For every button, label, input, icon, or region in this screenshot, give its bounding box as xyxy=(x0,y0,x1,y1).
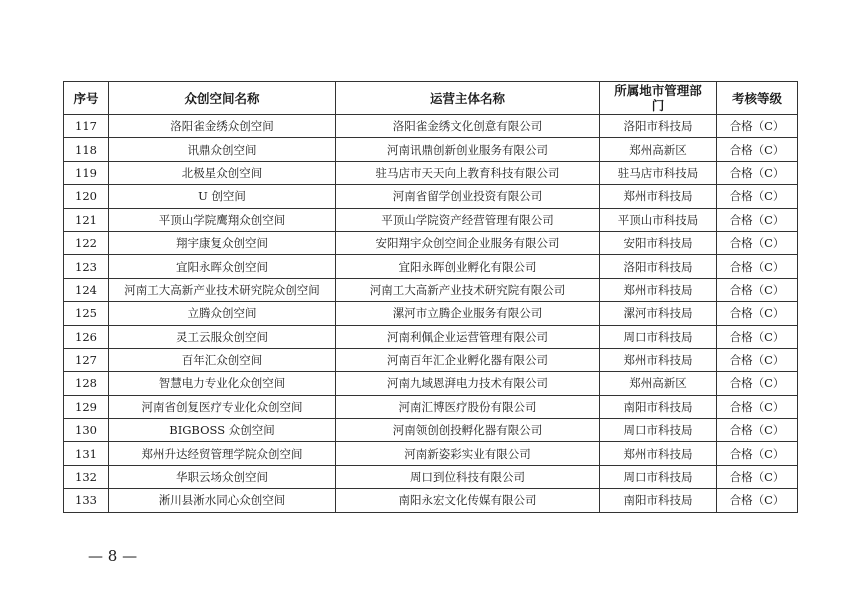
cell-department: 驻马店市科技局 xyxy=(600,161,717,184)
table-row xyxy=(64,395,798,418)
cell-index: 121 xyxy=(64,208,109,231)
cell-operator-name: 河南九域恩湃电力技术有限公司 xyxy=(336,372,600,395)
cell-operator-name: 南阳永宏文化传媒有限公司 xyxy=(336,489,600,512)
table-row xyxy=(64,185,798,208)
cell-grade: 合格（C） xyxy=(717,208,798,231)
cell-index: 126 xyxy=(64,325,109,348)
table-row xyxy=(64,419,798,442)
cell-index: 120 xyxy=(64,185,109,208)
cell-grade: 合格（C） xyxy=(717,278,798,301)
cell-grade: 合格（C） xyxy=(717,255,798,278)
cell-department: 漯河市科技局 xyxy=(600,302,717,325)
cell-department: 周口市科技局 xyxy=(600,465,717,488)
cell-department: 安阳市科技局 xyxy=(600,231,717,254)
cell-space-name: BIGBOSS 众创空间 xyxy=(109,419,336,442)
cell-space-name: U 创空间 xyxy=(109,185,336,208)
cell-index: 129 xyxy=(64,395,109,418)
cell-operator-name: 河南汇博医疗股份有限公司 xyxy=(336,395,600,418)
cell-grade: 合格（C） xyxy=(717,115,798,138)
cell-index: 124 xyxy=(64,278,109,301)
cell-space-name: 华职云场众创空间 xyxy=(109,465,336,488)
maker-space-table xyxy=(63,81,798,513)
cell-department: 郑州市科技局 xyxy=(600,185,717,208)
table-row xyxy=(64,465,798,488)
cell-operator-name: 河南利佩企业运营管理有限公司 xyxy=(336,325,600,348)
table-header-row xyxy=(64,82,798,115)
cell-department: 郑州市科技局 xyxy=(600,348,717,371)
cell-space-name: 百年汇众创空间 xyxy=(109,348,336,371)
cell-grade: 合格（C） xyxy=(717,395,798,418)
cell-operator-name: 漯河市立腾企业服务有限公司 xyxy=(336,302,600,325)
table-row xyxy=(64,161,798,184)
table-row xyxy=(64,489,798,512)
table-row xyxy=(64,255,798,278)
cell-index: 132 xyxy=(64,465,109,488)
cell-operator-name: 周口到位科技有限公司 xyxy=(336,465,600,488)
cell-grade: 合格（C） xyxy=(717,489,798,512)
cell-department: 南阳市科技局 xyxy=(600,489,717,512)
header-grade: 考核等级 xyxy=(717,82,798,115)
cell-operator-name: 河南新姿彩实业有限公司 xyxy=(336,442,600,465)
cell-grade: 合格（C） xyxy=(717,372,798,395)
cell-department: 郑州高新区 xyxy=(600,138,717,161)
cell-space-name: 河南省创复医疗专业化众创空间 xyxy=(109,395,336,418)
table-row xyxy=(64,302,798,325)
cell-index: 119 xyxy=(64,161,109,184)
cell-grade: 合格（C） xyxy=(717,419,798,442)
cell-operator-name: 宜阳永晖创业孵化有限公司 xyxy=(336,255,600,278)
cell-index: 127 xyxy=(64,348,109,371)
cell-space-name: 河南工大高新产业技术研究院众创空间 xyxy=(109,278,336,301)
table-row xyxy=(64,115,798,138)
table-row xyxy=(64,325,798,348)
cell-space-name: 郑州升达经贸管理学院众创空间 xyxy=(109,442,336,465)
cell-department: 洛阳市科技局 xyxy=(600,255,717,278)
cell-index: 122 xyxy=(64,231,109,254)
cell-department: 周口市科技局 xyxy=(600,419,717,442)
cell-grade: 合格（C） xyxy=(717,302,798,325)
cell-operator-name: 河南百年汇企业孵化器有限公司 xyxy=(336,348,600,371)
cell-grade: 合格（C） xyxy=(717,465,798,488)
cell-space-name: 智慧电力专业化众创空间 xyxy=(109,372,336,395)
cell-department: 郑州市科技局 xyxy=(600,442,717,465)
cell-space-name: 宜阳永晖众创空间 xyxy=(109,255,336,278)
cell-index: 133 xyxy=(64,489,109,512)
table-row xyxy=(64,372,798,395)
cell-index: 130 xyxy=(64,419,109,442)
cell-grade: 合格（C） xyxy=(717,161,798,184)
cell-department: 南阳市科技局 xyxy=(600,395,717,418)
cell-space-name: 淅川县淅水同心众创空间 xyxy=(109,489,336,512)
cell-grade: 合格（C） xyxy=(717,325,798,348)
cell-operator-name: 平顶山学院资产经营管理有限公司 xyxy=(336,208,600,231)
header-operator-name: 运营主体名称 xyxy=(336,82,600,115)
table-row xyxy=(64,348,798,371)
header-department: 所属地市管理部门 xyxy=(600,82,717,115)
cell-index: 131 xyxy=(64,442,109,465)
cell-operator-name: 河南讯鼎创新创业服务有限公司 xyxy=(336,138,600,161)
cell-index: 125 xyxy=(64,302,109,325)
cell-department: 郑州市科技局 xyxy=(600,278,717,301)
cell-operator-name: 河南工大高新产业技术研究院有限公司 xyxy=(336,278,600,301)
table-row xyxy=(64,138,798,161)
table-row xyxy=(64,208,798,231)
cell-space-name: 灵工云服众创空间 xyxy=(109,325,336,348)
cell-space-name: 平顶山学院鹰翔众创空间 xyxy=(109,208,336,231)
cell-grade: 合格（C） xyxy=(717,138,798,161)
cell-department: 洛阳市科技局 xyxy=(600,115,717,138)
cell-space-name: 北极星众创空间 xyxy=(109,161,336,184)
cell-operator-name: 洛阳雀金绣文化创意有限公司 xyxy=(336,115,600,138)
cell-department: 郑州高新区 xyxy=(600,372,717,395)
cell-space-name: 洛阳雀金绣众创空间 xyxy=(109,115,336,138)
cell-space-name: 立腾众创空间 xyxy=(109,302,336,325)
table-body xyxy=(64,115,798,513)
table-row xyxy=(64,442,798,465)
cell-grade: 合格（C） xyxy=(717,231,798,254)
cell-department: 周口市科技局 xyxy=(600,325,717,348)
cell-grade: 合格（C） xyxy=(717,442,798,465)
cell-space-name: 翔宇康复众创空间 xyxy=(109,231,336,254)
cell-operator-name: 河南省留学创业投资有限公司 xyxy=(336,185,600,208)
cell-index: 123 xyxy=(64,255,109,278)
table-row xyxy=(64,231,798,254)
cell-operator-name: 河南领创创投孵化器有限公司 xyxy=(336,419,600,442)
header-space-name: 众创空间名称 xyxy=(109,82,336,115)
header-index: 序号 xyxy=(64,82,109,115)
cell-grade: 合格（C） xyxy=(717,185,798,208)
cell-index: 128 xyxy=(64,372,109,395)
cell-grade: 合格（C） xyxy=(717,348,798,371)
cell-index: 117 xyxy=(64,115,109,138)
cell-index: 118 xyxy=(64,138,109,161)
cell-operator-name: 驻马店市天天向上教育科技有限公司 xyxy=(336,161,600,184)
page-number: — 8 — xyxy=(88,547,138,565)
cell-space-name: 讯鼎众创空间 xyxy=(109,138,336,161)
cell-operator-name: 安阳翔宇众创空间企业服务有限公司 xyxy=(336,231,600,254)
table-row xyxy=(64,278,798,301)
cell-department: 平顶山市科技局 xyxy=(600,208,717,231)
